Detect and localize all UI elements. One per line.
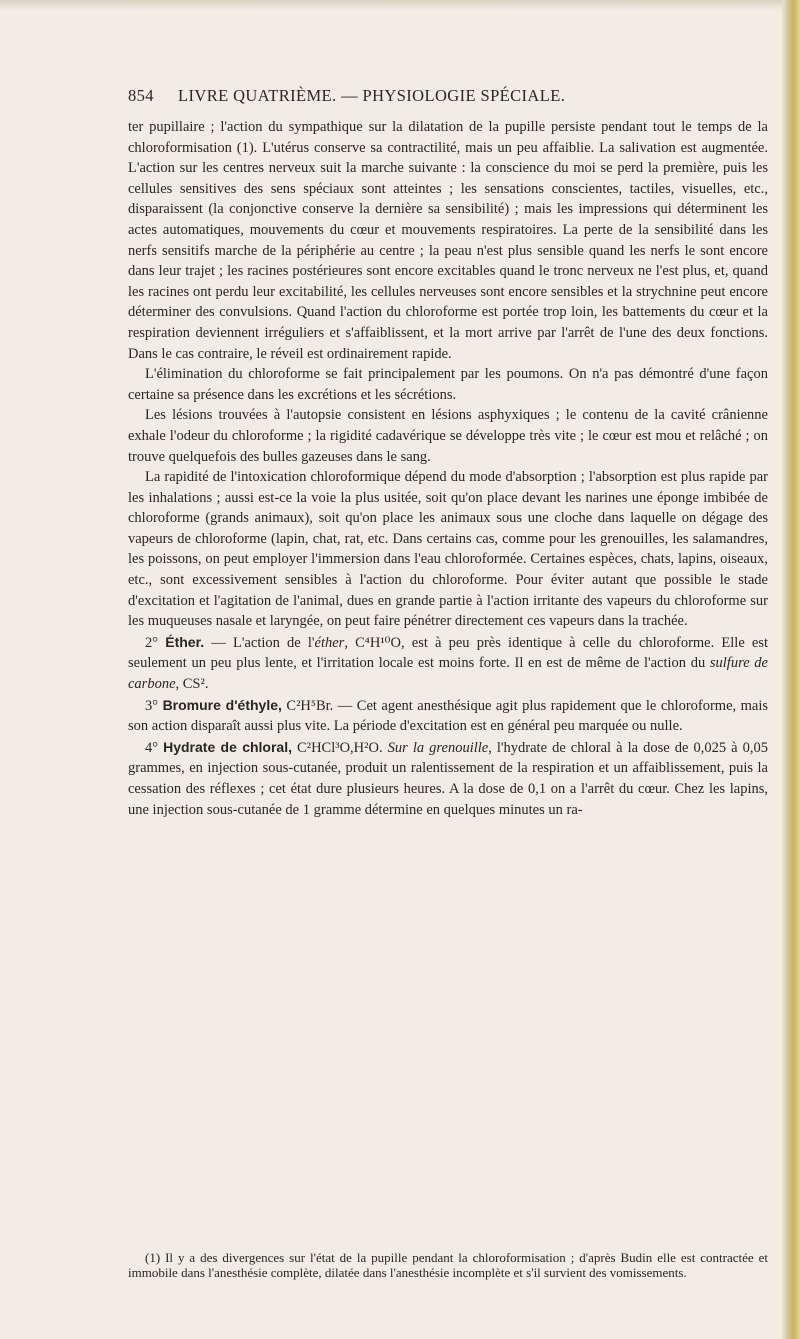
text-run: l'hydrate de chloral à la dose de 0,025 à 0,05 grammes, en injection sous-cutanée, produit un ralentissement de la respiration et un affaiblissement, puis la cessation des réflexes ; cet état dure plusieurs heures. A la dose de 0,1 on a l'arrêt du cœur. Chez les lapins, une injection sous-cutanée de 1 gramme détermine en quelques minutes un ra- [128,739,768,818]
running-header [128,86,768,108]
footnote: (1) Il y a des divergences sur l'état de la pupille pendant la chloroformisation ; d'après Budin elle est contractée et immobile dans l'anesthésie complète, dilatée dans l'anesthésie incomplète et s'il survient des vomissements. [128,1250,768,1280]
section-heading: Éther. [165,633,205,650]
italic-term: éther [314,634,345,651]
footnotes [128,1250,768,1280]
paragraph: Les lésions trouvées à l'autopsie consistent en lésions asphyxiques ; le contenu de la cavité crânienne exhale l'odeur du chloroforme ; la rigidité cadavérique se développe très vite ; le cœur est mou et relâché ; on trouve quelquefois des bulles gazeuses dans le sang. [128,407,768,465]
section-heading: Hydrate de chloral, [163,738,292,755]
text-run: , est à peu près identique à celle du chloroforme. Elle est seulement un peu plus lente, et l'irritation locale est moins forte. Il en est de même de l'action du [128,634,769,672]
section-bromure [128,695,768,737]
text-run: — L'action de l' [211,634,315,651]
formula: C²HCl³O,H²O. [297,739,383,756]
italic-term: sulfure de carbone [128,655,768,693]
formula: CS². [182,676,209,693]
section-chloral [128,737,768,820]
formula: C²H⁵Br. [286,697,334,714]
italic-term: Sur la grenouille, [387,739,492,756]
formula: C⁴H¹⁰O [355,634,401,651]
body-text [128,117,768,820]
section-number: 4° [145,739,159,756]
page-edge [782,0,800,1339]
running-title: LIVRE QUATRIÈME. — PHYSIOLOGIE SPÉCIALE. [178,86,566,105]
paragraph: La rapidité de l'intoxication chloroformique dépend du mode d'absorption ; l'absorption est plus rapide par les inhalations ; aussi est-ce la voie la plus usitée, soit qu'on place devant les narines une éponge imbibée de chloroforme (grands animaux), soit qu'on place les animaux sous une cloche dans laquelle on dégage des vapeurs de chloroforme (lapin, chat, rat, etc. Dans certains cas, comme pour les grenouilles, les salamandres, les poissons, on peut employer l'immersion dans l'eau chloroformée. Certaines espèces, chats, lapins, oiseaux, etc., sont excessivement sensibles à l'action du chloroforme. Pour éviter autant que possible le stade d'excitation et l'agitation de l'animal, dues en grande partie à l'action irritante des vapeurs du chloroforme sur les muqueuses nasale et laryngée, on peut faire pénétrer directement ces vapeurs dans la trachée. [128,469,768,630]
page-top-shadow [0,0,800,10]
section-number: 2° [145,634,159,651]
paragraph: L'élimination du chloroforme se fait principalement par les poumons. On n'a pas démontré d'une façon certaine sa présence dans les excrétions et les sécrétions. [128,366,768,403]
page-number: 854 [128,86,154,105]
section-number: 3° [145,697,159,714]
section-heading: Bromure d'éthyle, [162,696,282,713]
paragraph: ter pupillaire ; l'action du sympathique sur la dilatation de la pupille persiste pendant tout le temps de la chloroformisation (1). L'utérus conserve sa contractilité, mais un peu affaiblie. La salivation est augmentée. L'action sur les centres nerveux suit la marche suivante : la conscience du moi se perd la première, puis les cellules sensitives des sens spéciaux sont atteintes ; les sensations conscientes, tactiles, visuelles, etc., disparaissent (la conjonctive conserve la dernière sa sensibilité) ; mais les impressions qui déterminent les actes automatiques, mouvements du cœur et mouvements respiratoires. La perte de la sensibilité dans les nerfs sensitifs marche de la périphérie au centre ; la peau n'est plus sensible quand les nerfs le sont encore dans leur trajet ; les racines postérieures sont encore excitables quand le tronc nerveux ne l'est plus, et, quand les racines ont perdu leur excitabilité, les cellules nerveuses sont encore sensibles et la strychnine peut encore déterminer des convulsions. Quand l'action du chloroforme est portée trop loin, les battements du cœur et la respiration deviennent irréguliers et s'affaiblissent, et la mort arrive par l'arrêt de l'une des deux fonctions. Dans le cas contraire, le réveil est ordinairement rapide. [128,119,768,362]
section-ether: 2° Éther. — L'action de l'éther, C⁴H¹⁰O, est à peu près identique à celle du chloroforme. Elle est seulement un peu plus lente, et l'irritation locale est moins forte. Il en est de même de l'action du sulfure de carbone, CS². [128,633,769,693]
text-run: — Cet agent anesthésique agit plus rapidement que le chloroforme, mais son action disparaît aussi plus vite. La période d'excitation est en général peu marquée ou nulle. [128,697,769,735]
